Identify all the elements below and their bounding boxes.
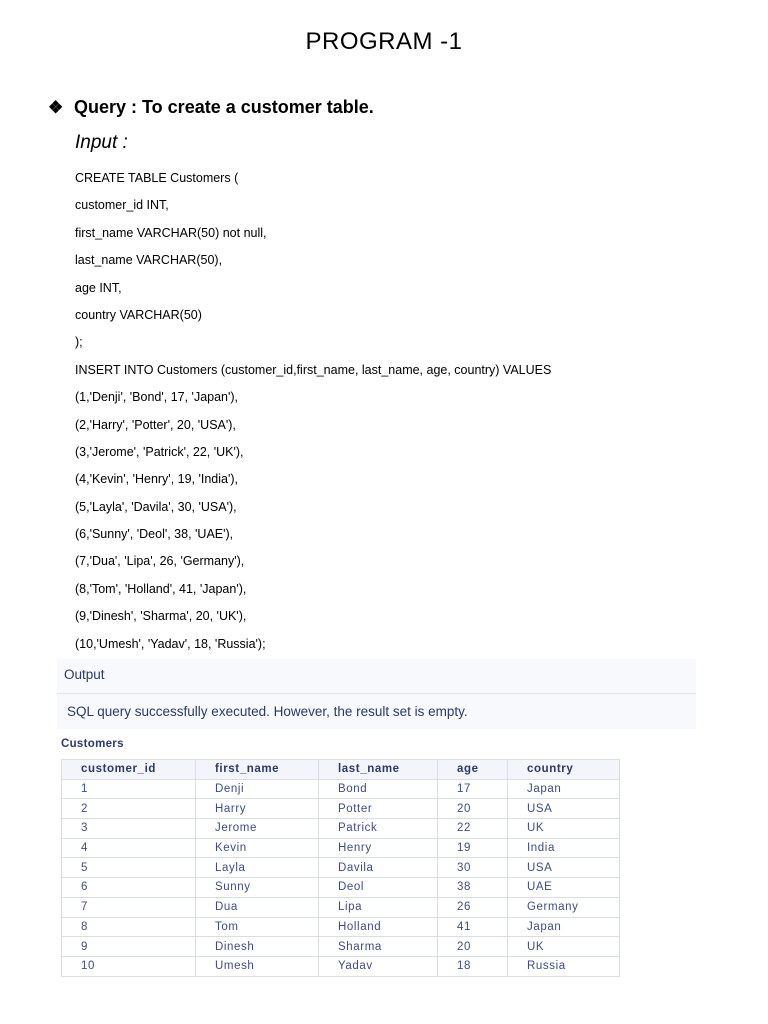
table-cell: 19 [438,838,508,858]
table-caption: Customers [61,738,124,750]
table-cell: Japan [508,779,620,799]
table-cell: 3 [62,819,196,839]
table-cell: 38 [438,878,508,898]
table-cell: USA [508,799,620,819]
table-cell: 26 [438,897,508,917]
table-cell: Potter [319,799,438,819]
table-cell: Patrick [319,819,438,839]
table-row [62,897,620,917]
column-header: first_name [196,760,319,780]
table-cell: Denji [196,779,319,799]
code-line: age INT, [75,280,122,295]
table-cell: Sharma [319,937,438,957]
code-line: ); [75,335,83,350]
code-line: (8,'Tom', 'Holland', 41, 'Japan'), [75,581,247,596]
table-cell: Layla [196,858,319,878]
table-row [62,799,620,819]
table-cell: USA [508,858,620,878]
table-cell: 2 [62,799,196,819]
code-line: (2,'Harry', 'Potter', 20, 'USA'), [75,417,236,432]
column-header: country [508,760,620,780]
table-cell: 22 [438,819,508,839]
table-cell: Deol [319,878,438,898]
customers-table [61,759,620,977]
table-cell: 8 [62,917,196,937]
code-line: first_name VARCHAR(50) not null, [75,225,267,240]
table-cell: India [508,838,620,858]
code-line: (4,'Kevin', 'Henry', 19, 'India'), [75,472,239,487]
table-cell: 5 [62,858,196,878]
output-panel [57,659,696,729]
table-cell: Davila [319,858,438,878]
table-row [62,878,620,898]
table-cell: 1 [62,779,196,799]
code-line: (7,'Dua', 'Lipa', 26, 'Germany'), [75,554,245,569]
table-cell: 30 [438,858,508,878]
diamond-bullet-icon: ❖ [48,97,64,117]
table-row [62,779,620,799]
table-cell: 7 [62,897,196,917]
table-body [62,779,620,976]
query-text: Query : To create a customer table. [74,97,374,117]
code-line: CREATE TABLE Customers ( [75,171,239,185]
table-cell: Dinesh [196,937,319,957]
code-line: INSERT INTO Customers (customer_id,first_name, last_name, age, country) VALUES [75,362,552,377]
table-row [62,819,620,839]
table-cell: Dua [196,897,319,917]
table-cell: 18 [438,956,508,976]
table-cell: Jerome [196,819,319,839]
table-cell: Kevin [196,838,319,858]
table-row [62,956,620,976]
table-row [62,937,620,957]
table-header-row [62,760,620,780]
table-cell: 20 [438,799,508,819]
table-cell: 6 [62,878,196,898]
code-line: (9,'Dinesh', 'Sharma', 20, 'UK'), [75,609,247,624]
query-heading [48,97,374,118]
column-header: last_name [319,760,438,780]
table-row [62,917,620,937]
table-cell: UK [508,819,620,839]
code-line: last_name VARCHAR(50), [75,253,223,268]
page-title: PROGRAM -1 [305,28,463,55]
output-heading: Output [57,659,696,694]
table-cell: 10 [62,956,196,976]
table-cell: UK [508,937,620,957]
code-line: (3,'Jerome', 'Patrick', 22, 'UK'), [75,444,244,459]
table-cell: Umesh [196,956,319,976]
table-row [62,838,620,858]
table-cell: UAE [508,878,620,898]
table-cell: Japan [508,917,620,937]
code-line: (6,'Sunny', 'Deol', 38, 'UAE'), [75,527,234,542]
table-cell: Lipa [319,897,438,917]
code-line: (10,'Umesh', 'Yadav', 18, 'Russia'); [75,636,266,651]
code-line: customer_id INT, [75,198,169,213]
table-cell: Sunny [196,878,319,898]
table-cell: 4 [62,838,196,858]
column-header: customer_id [62,760,196,780]
sql-code-block [75,165,551,658]
table-cell: Holland [319,917,438,937]
code-line: country VARCHAR(50) [75,307,202,322]
table-cell: Harry [196,799,319,819]
table-cell: Bond [319,779,438,799]
table-row [62,858,620,878]
output-message: SQL query successfully executed. However, the result set is empty. [67,704,468,719]
table-cell: Tom [196,917,319,937]
code-line: (1,'Denji', 'Bond', 17, 'Japan'), [75,390,239,405]
table-cell: Henry [319,838,438,858]
table-cell: Yadav [319,956,438,976]
table-cell: 41 [438,917,508,937]
table-cell: 17 [438,779,508,799]
code-line: (5,'Layla', 'Davila', 30, 'USA'), [75,499,237,514]
table-cell: Russia [508,956,620,976]
column-header: age [438,760,508,780]
input-label: Input : [75,132,128,153]
table-cell: Germany [508,897,620,917]
table-cell: 20 [438,937,508,957]
table-cell: 9 [62,937,196,957]
